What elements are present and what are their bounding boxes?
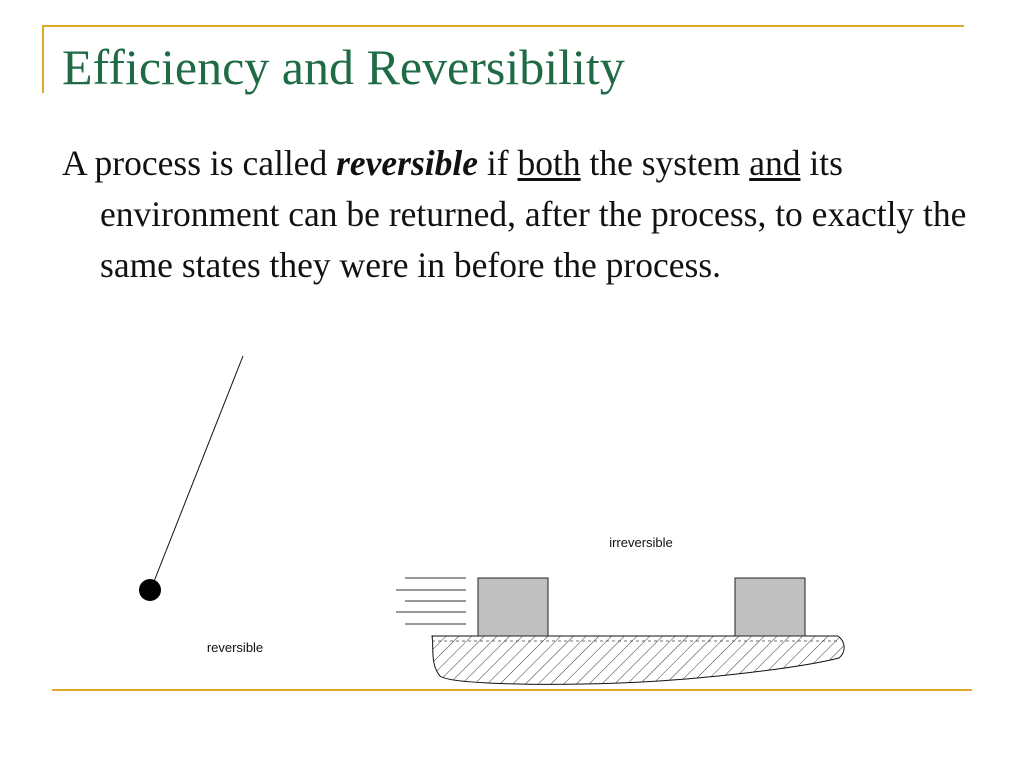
rough-surface [432,636,844,684]
text-part-4: its environment can be returned, after the process, to exactly the same states they were in before the process. [100,143,967,285]
word-and: and [749,143,801,183]
text-part-3: the system [580,143,750,183]
motion-lines [396,578,466,624]
pendulum-bob [139,579,161,601]
sliding-block-start [478,578,548,636]
text-part-1: A process is called [62,143,337,183]
pendulum [139,356,243,601]
term-reversible: reversible [336,143,479,183]
reversible-label: reversible [206,640,264,655]
word-both: both [517,143,581,183]
text-part-2: if [478,143,518,183]
pendulum-string [151,356,243,589]
sliding-block-end [735,578,805,636]
irreversible-label: irreversible [609,535,673,550]
slide-title: Efficiency and Reversibility [62,39,625,95]
